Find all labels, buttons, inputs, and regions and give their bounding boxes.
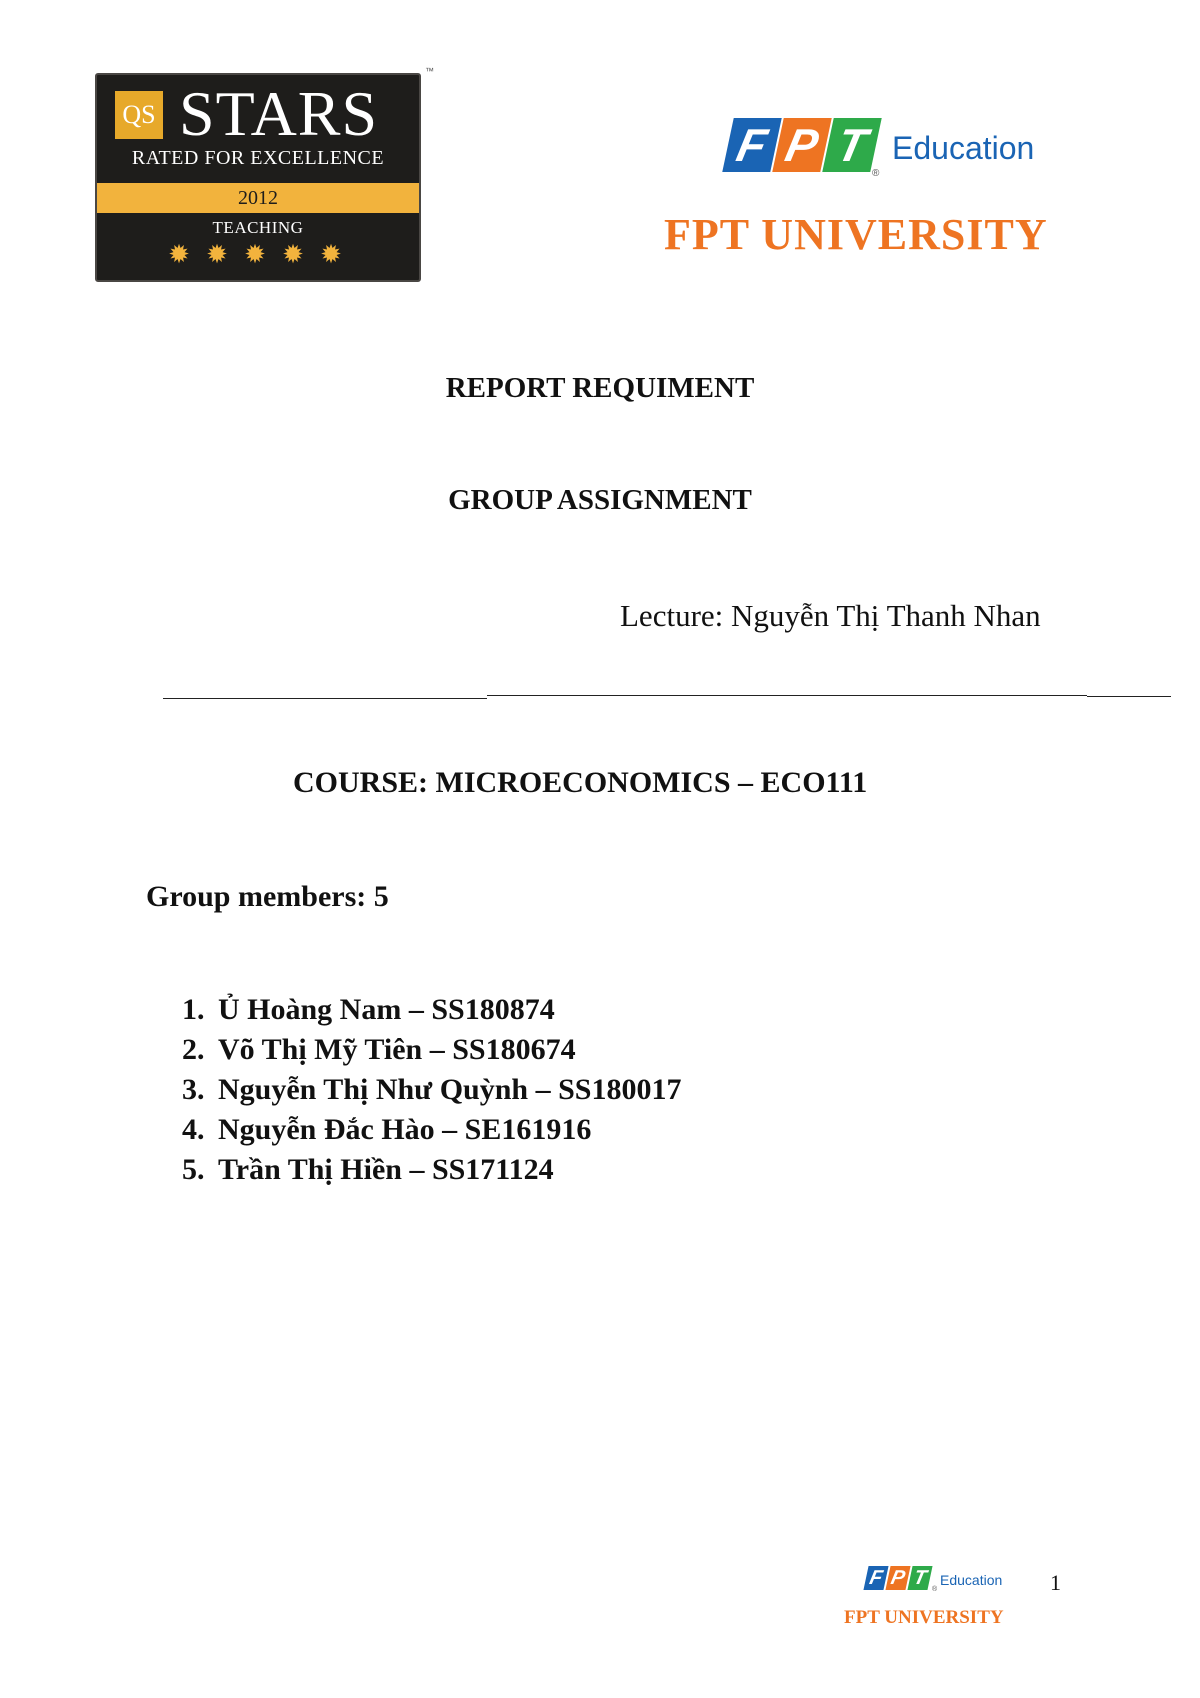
- fpt-university-text: FPT UNIVERSITY: [664, 210, 1048, 259]
- member-number: 4.: [182, 1113, 205, 1146]
- qs-logo: QS: [115, 91, 163, 139]
- fpt-letter-tile: T: [822, 118, 881, 172]
- rating-star-icon: ✹: [320, 240, 342, 269]
- rating-star-icon: ✹: [206, 240, 228, 269]
- lecturer-line: Lecture: Nguyễn Thị Thanh Nhan: [620, 598, 1041, 633]
- fpt-university-logo: [640, 64, 1100, 294]
- fpt-letter-tile: P: [772, 118, 831, 172]
- rating-star-icon: ✹: [282, 240, 304, 269]
- member-name: Trần Thị Hiền – SS171124: [218, 1153, 554, 1186]
- footer-letter-tile: P: [885, 1566, 910, 1590]
- report-title: REPORT REQUIMENT: [445, 372, 755, 404]
- footer-education-text: Education: [940, 1572, 1003, 1588]
- course-title: COURSE: MICROECONOMICS – ECO111: [293, 766, 868, 799]
- member-name: Nguyễn Đắc Hào – SE161916: [218, 1113, 592, 1146]
- group-members-heading: Group members: 5: [146, 880, 389, 913]
- rating-star-icon: ✹: [168, 240, 190, 269]
- member-item: [182, 1110, 681, 1150]
- footer-registered-mark: ®: [932, 1586, 938, 1593]
- qs-stars-badge: [95, 73, 421, 282]
- qs-stars-wordmark: STARS: [179, 78, 379, 149]
- member-item: [182, 1150, 681, 1190]
- member-name: Võ Thị Mỹ Tiên – SS180674: [218, 1033, 576, 1066]
- horizontal-rule: [1087, 696, 1171, 697]
- member-number: 3.: [182, 1073, 205, 1106]
- member-item: [182, 1070, 681, 1110]
- footer-letter-tile: T: [907, 1566, 932, 1590]
- qs-star-rating: [167, 240, 357, 269]
- member-name: Ủ Hoàng Nam – SS180874: [218, 993, 555, 1026]
- assignment-title: GROUP ASSIGNMENT: [448, 484, 752, 516]
- qs-year: 2012: [97, 183, 419, 213]
- registered-mark: ®: [872, 168, 880, 179]
- member-number: 2.: [182, 1033, 205, 1066]
- member-number: 1.: [182, 993, 205, 1026]
- member-item: [182, 1030, 681, 1070]
- qs-category: TEACHING: [212, 218, 304, 237]
- fpt-education-text: Education: [892, 130, 1035, 166]
- trademark-symbol: ™: [425, 66, 434, 76]
- page-number: 1: [1050, 1570, 1061, 1595]
- horizontal-rule: [163, 698, 487, 699]
- footer-fpt-logo: [836, 1548, 1036, 1648]
- rating-star-icon: ✹: [244, 240, 266, 269]
- footer-letter-tile: F: [863, 1566, 888, 1590]
- member-list: [182, 990, 681, 1190]
- member-number: 5.: [182, 1153, 205, 1186]
- member-name: Nguyễn Thị Như Quỳnh – SS180017: [218, 1073, 682, 1106]
- member-item: [182, 990, 681, 1030]
- footer-university-text: FPT UNIVERSITY: [844, 1607, 1004, 1628]
- qs-rated-text: RATED FOR EXCELLENCE: [131, 147, 385, 169]
- fpt-letter-tile: F: [722, 118, 781, 172]
- horizontal-rule: [487, 695, 1087, 696]
